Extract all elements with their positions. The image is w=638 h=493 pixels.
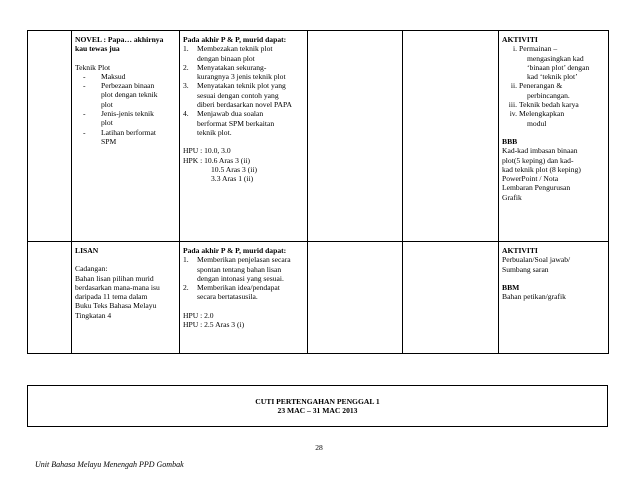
break-dates: 23 MAC – 31 MAC 2013 [277, 406, 358, 416]
activities-list [502, 44, 605, 128]
empty-cell [308, 31, 403, 242]
list-item: iii. Teknik bedah karya [508, 100, 579, 110]
hpk-line: 3.3 Aras 1 (ii) [211, 174, 254, 184]
topic-list [75, 72, 176, 146]
page-number: 28 [315, 443, 323, 452]
activities-cell [499, 242, 609, 354]
empty-cell [308, 242, 403, 354]
table-row [28, 31, 609, 242]
activities-heading: AKTIVITI [502, 35, 538, 44]
bbm-line: Bahan petikan/grafik [502, 292, 566, 302]
activities-heading: AKTIVITI [502, 246, 538, 255]
topic-subheading: Teknik Plot [75, 62, 111, 72]
list-item: 2. Memberikan idea/pendapat secara bertatasusila. [183, 283, 280, 302]
topic-heading-line: NOVEL : Papa… akhirnya [75, 35, 164, 44]
objectives-cell [180, 31, 308, 242]
empty-cell [403, 31, 499, 242]
objectives-list [183, 255, 304, 301]
list-item: i. Permainan – mengasingkan kad ‘binaan plot’ dengan kad ‘teknik plot’ [512, 44, 590, 82]
bbb-line: kad teknik plot (8 keping) [502, 164, 581, 174]
bbm-heading: BBM [502, 282, 520, 292]
topic-heading-line: kau tewas jua [75, 44, 120, 54]
week-cell [28, 242, 72, 354]
topic-cell [72, 31, 180, 242]
topic-line: Cadangan: [75, 264, 108, 274]
bbb-line: plot(5 keping) dan kad- [502, 155, 574, 165]
topic-line: berdasarkan mana-mana isu [75, 282, 160, 292]
topic-line: Tingkatan 4 [75, 310, 112, 320]
hpk-line: 10.5 Aras 3 (ii) [211, 164, 257, 174]
objectives-heading: Pada akhir P & P, murid dapat: [183, 246, 287, 255]
bbb-line: Kad-kad imbasan binaan [502, 146, 578, 156]
list-item: 1. Membezakan teknik plot dengan binaan plot [183, 44, 273, 63]
activities-cell [499, 31, 609, 242]
table-row [28, 242, 609, 354]
list-item: ii. Penerangan & perbincangan. [510, 81, 570, 100]
objectives-heading: Pada akhir P & P, murid dapat: [183, 35, 287, 44]
bbb-line: Lembaran Pengurusan [502, 183, 571, 193]
hpu-line: HPU : 2.0 [183, 310, 214, 320]
page-footer: Unit Bahasa Melayu Menengah PPD Gombak [35, 460, 184, 469]
bbb-line: PowerPoint / Nota [502, 174, 559, 184]
week-cell [28, 31, 72, 242]
hpu-line: HPU : 2.5 Aras 3 (i) [183, 320, 245, 330]
objectives-list [183, 44, 304, 137]
break-title: CUTI PERTENGAHAN PENGGAL 1 [255, 397, 380, 406]
topic-line: daripada 11 tema dalam [75, 292, 148, 302]
list-item: 4. Menjawab dua soalan berformat SPM berkaitan teknik plot. [183, 109, 275, 137]
list-item: iv. Melengkapkan modul [509, 109, 565, 128]
bbb-line: Grafik [502, 192, 522, 202]
mid-term-break-box [27, 385, 608, 427]
hpu-line: HPU : 10.0, 3.0 [183, 146, 231, 156]
topic-cell [72, 242, 180, 354]
empty-cell [403, 242, 499, 354]
activity-line: Sumbang saran [502, 264, 549, 274]
list-item: 3. Menyatakan teknik plot yang sesuai dengan contoh yang diberi berdasarkan novel PAPA [183, 81, 292, 110]
lesson-plan-table [27, 30, 609, 354]
list-item: 2. Menyatakan sekurang- kurangnya 3 jenis teknik plot [183, 62, 286, 82]
objectives-cell [180, 242, 308, 354]
list-item: - Latihan berformat SPM [83, 128, 176, 147]
activity-line: Perbualan/Soal jawab/ [502, 255, 571, 265]
list-item: - Perbezaan binaan plot dengan teknik plot [83, 81, 176, 109]
hpk-line: HPK : 10.6 Aras 3 (ii) [183, 155, 251, 165]
topic-heading: LISAN [75, 246, 99, 255]
list-item: 1. Memberikan penjelasan secara spontan tentang bahan lisan dengan intonasi yang sesuai. [183, 255, 291, 283]
topic-line: Bahan lisan pilihan murid [75, 273, 154, 283]
list-item: - Jenis-jenis teknik plot [83, 109, 176, 128]
list-item: - Maksud [83, 72, 176, 81]
topic-line: Buku Teks Bahasa Melayu [75, 301, 157, 311]
bbb-heading: BBB [502, 136, 518, 146]
